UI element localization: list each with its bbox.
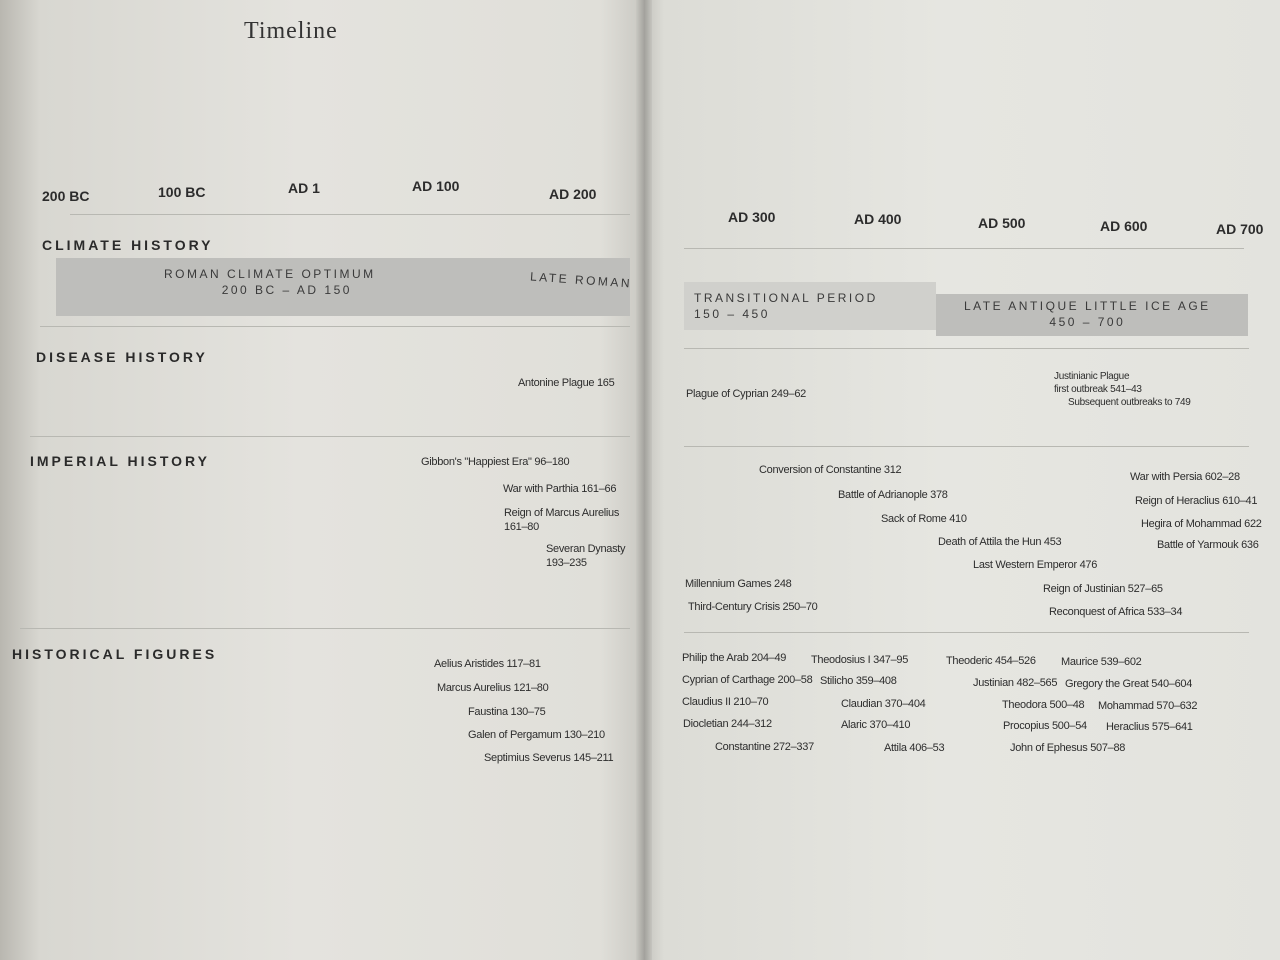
year-label: AD 100 — [412, 178, 460, 194]
year-label: AD 400 — [854, 211, 902, 227]
event-battle-yarmouk: Battle of Yarmouk 636 — [1157, 539, 1259, 551]
figure-maurice: Maurice 539–602 — [1061, 656, 1142, 668]
event-line: first outbreak 541–43 — [1054, 384, 1142, 395]
figure-stilicho: Stilicho 359–408 — [820, 675, 897, 687]
climate-period-lalia — [964, 298, 1211, 330]
section-heading-climate: CLIMATE HISTORY — [42, 237, 214, 253]
event-antonine-plague: Antonine Plague 165 — [518, 377, 615, 389]
event-reconquest-africa: Reconquest of Africa 533–34 — [1049, 606, 1183, 618]
event-reign-marcus — [504, 506, 619, 534]
event-battle-adrianople: Battle of Adrianople 378 — [838, 489, 948, 501]
event-war-parthia: War with Parthia 161–66 — [503, 483, 617, 495]
year-label: AD 500 — [978, 215, 1026, 231]
figure-theodosius: Theodosius I 347–95 — [811, 654, 909, 666]
book-gutter — [636, 0, 652, 960]
event-war-persia: War with Persia 602–28 — [1130, 471, 1240, 483]
figure-theodora: Theodora 500–48 — [1002, 699, 1085, 711]
figure-gregory: Gregory the Great 540–604 — [1065, 678, 1193, 690]
figure-theoderic: Theoderic 454–526 — [946, 655, 1036, 667]
event-line: Reign of Marcus Aurelius — [504, 507, 620, 519]
event-plague-cyprian: Plague of Cyprian 249–62 — [686, 388, 807, 400]
figure-aelius-aristides: Aelius Aristides 117–81 — [434, 658, 541, 670]
climate-period-transitional — [694, 290, 878, 322]
event-conversion-constantine: Conversion of Constantine 312 — [759, 464, 902, 476]
figure-justinian: Justinian 482–565 — [973, 677, 1058, 689]
event-sack-rome: Sack of Rome 410 — [881, 513, 967, 525]
event-line: Justinianic Plague — [1054, 371, 1130, 382]
section-heading-figures: HISTORICAL FIGURES — [12, 646, 218, 662]
event-reign-justinian: Reign of Justinian 527–65 — [1043, 583, 1163, 595]
divider — [684, 248, 1244, 249]
event-justinianic-plague — [1054, 370, 1191, 409]
figure-marcus-aurelius: Marcus Aurelius 121–80 — [437, 682, 549, 694]
event-line: Subsequent outbreaks to 749 — [1068, 397, 1191, 408]
event-line: 161–80 — [504, 521, 539, 533]
climate-period-optimum — [164, 266, 376, 298]
divider — [40, 326, 630, 327]
event-third-century-crisis: Third-Century Crisis 250–70 — [688, 601, 818, 613]
divider — [684, 446, 1249, 447]
event-line: Severan Dynasty — [546, 543, 626, 555]
figure-attila: Attila 406–53 — [884, 742, 945, 754]
period-dates: 150 – 450 — [694, 307, 770, 321]
event-last-western-emperor: Last Western Emperor 476 — [973, 559, 1098, 571]
divider — [20, 628, 630, 629]
figure-faustina: Faustina 130–75 — [468, 706, 546, 718]
event-severan-dynasty — [546, 542, 625, 570]
year-label: 100 BC — [158, 184, 206, 200]
event-happiest-era: Gibbon's "Happiest Era" 96–180 — [421, 456, 570, 468]
period-name: ROMAN CLIMATE OPTIMUM — [164, 267, 376, 281]
figure-john-ephesus: John of Ephesus 507–88 — [1010, 742, 1126, 754]
year-label: AD 600 — [1100, 218, 1148, 234]
divider — [30, 436, 630, 437]
climate-period-late-roman: LATE ROMAN — [529, 269, 633, 291]
figure-mohammad: Mohammad 570–632 — [1098, 700, 1198, 712]
period-name: TRANSITIONAL PERIOD — [694, 291, 878, 305]
figure-philip-arab: Philip the Arab 204–49 — [682, 652, 787, 664]
section-heading-imperial: IMPERIAL HISTORY — [30, 453, 210, 469]
period-dates: 450 – 700 — [1049, 315, 1126, 329]
figure-alaric: Alaric 370–410 — [841, 719, 911, 731]
divider — [70, 214, 630, 215]
year-label: AD 200 — [549, 186, 597, 202]
figure-galen: Galen of Pergamum 130–210 — [468, 729, 605, 741]
page-title: Timeline — [244, 18, 338, 44]
year-label: 200 BC — [42, 188, 90, 204]
event-line: 193–235 — [546, 557, 587, 569]
year-label: AD 1 — [288, 180, 320, 196]
section-heading-disease: DISEASE HISTORY — [36, 349, 208, 365]
event-death-attila: Death of Attila the Hun 453 — [938, 536, 1062, 548]
figure-constantine: Constantine 272–337 — [715, 741, 814, 753]
divider — [684, 632, 1249, 633]
divider — [684, 348, 1249, 349]
event-reign-heraclius: Reign of Heraclius 610–41 — [1135, 495, 1258, 507]
period-name: LATE ANTIQUE LITTLE ICE AGE — [964, 299, 1211, 313]
figure-septimius-severus: Septimius Severus 145–211 — [484, 752, 614, 764]
right-page — [644, 0, 1280, 960]
year-label: AD 700 — [1216, 221, 1264, 237]
figure-claudian: Claudian 370–404 — [841, 698, 926, 710]
period-dates: 200 BC – AD 150 — [221, 283, 352, 297]
figure-procopius: Procopius 500–54 — [1003, 720, 1087, 732]
figure-claudius-ii: Claudius II 210–70 — [682, 696, 769, 708]
figure-diocletian: Diocletian 244–312 — [683, 718, 772, 730]
figure-cyprian-carthage: Cyprian of Carthage 200–58 — [682, 674, 813, 686]
year-label: AD 300 — [728, 209, 776, 225]
figure-heraclius: Heraclius 575–641 — [1106, 721, 1193, 733]
event-hegira: Hegira of Mohammad 622 — [1141, 518, 1262, 530]
event-millennium-games: Millennium Games 248 — [685, 578, 792, 590]
